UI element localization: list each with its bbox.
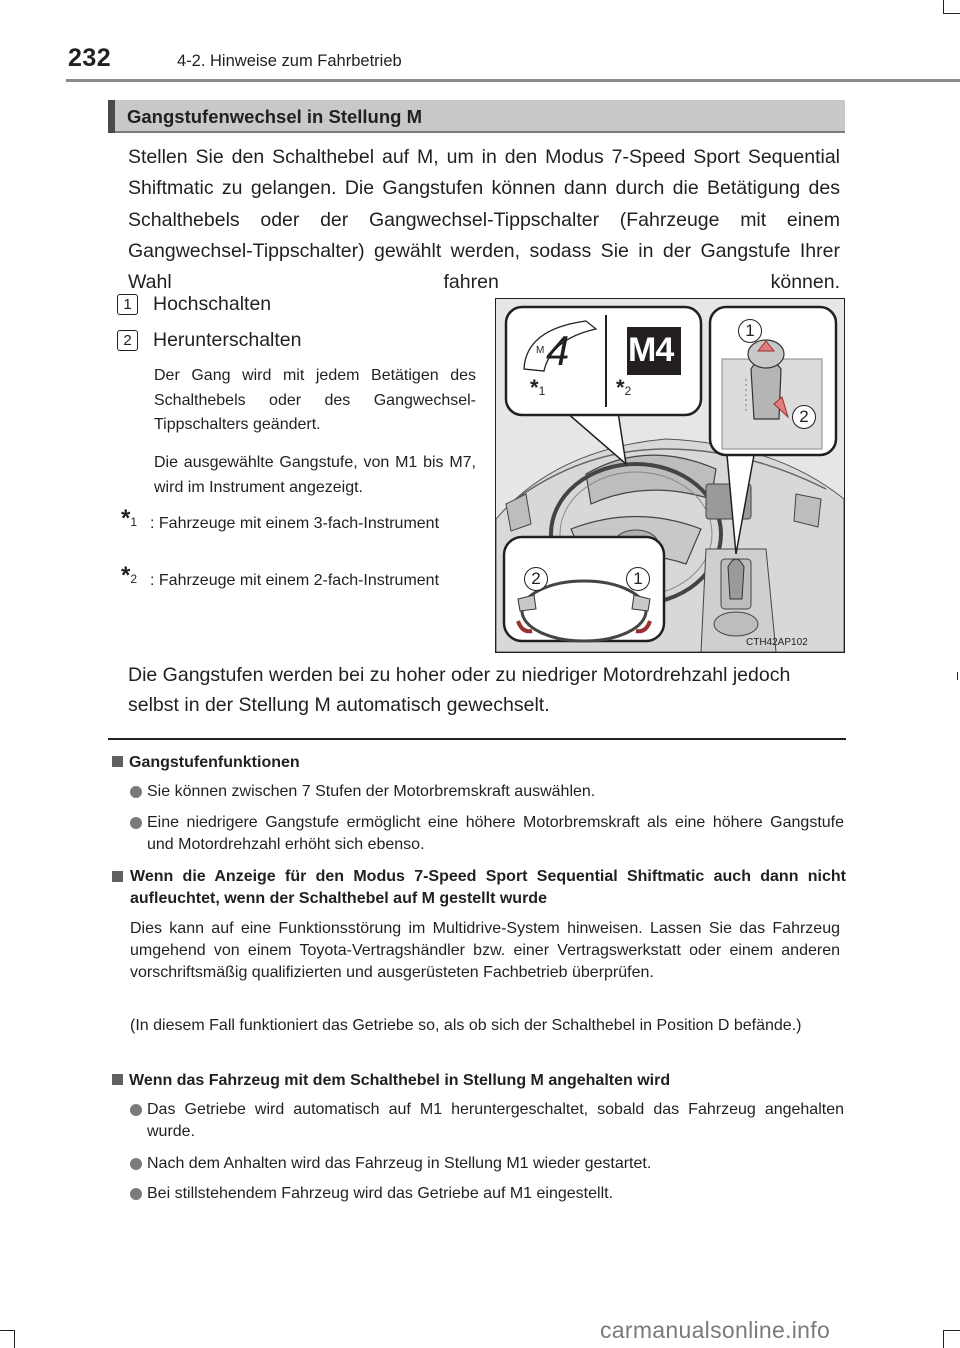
section-heading-text: Wenn das Fahrzeug mit dem Schalthebel in Stellung M angehalten wird bbox=[129, 1072, 671, 1089]
list-item bbox=[130, 1153, 844, 1175]
callout-upshift: 1 bbox=[738, 319, 762, 343]
section-divider bbox=[108, 738, 846, 740]
square-bullet-icon bbox=[112, 1074, 123, 1085]
square-bullet-icon bbox=[112, 871, 123, 882]
crop-mark bbox=[944, 13, 960, 14]
step-number-2: 2 bbox=[117, 330, 138, 351]
heading-title: Gangstufenwechsel in Stellung M bbox=[127, 106, 423, 127]
step-number-1: 1 bbox=[117, 294, 138, 315]
step-note: Die ausgewählte Gangstufe, von M1 bis M7, wird im Instrument angezeigt. bbox=[154, 454, 476, 496]
callout-paddle-left: 2 bbox=[524, 567, 548, 591]
list-item bbox=[130, 1183, 844, 1205]
round-bullet-icon bbox=[130, 1188, 142, 1200]
footnote-text: : Fahrzeuge mit einem 3-fach-Instrument bbox=[150, 515, 440, 532]
display-small-digit: 4 bbox=[546, 327, 570, 374]
list-item bbox=[130, 781, 844, 803]
display-big: M4 bbox=[628, 331, 674, 369]
list-item-text: Bei stillstehendem Fahrzeug wird das Getriebe auf M1 eingestellt. bbox=[147, 1185, 614, 1202]
footnote-text: : Fahrzeuge mit einem 2-fach-Instrument bbox=[150, 572, 440, 589]
round-bullet-icon bbox=[130, 786, 142, 798]
list-item bbox=[130, 812, 844, 856]
star-sup: 1 bbox=[538, 384, 546, 398]
intro-paragraph: Stellen Sie den Schalthebel auf M, um in den Modus 7-Speed Sport Sequential Shiftmatic zu gelangen. Die Gangstufen können dann durch die Betätigung des Schalthebels oder der Gangwechsel-Tippschalter (Fahrzeuge mit einem Gangwechsel-Tippschalter) gewählt werden, sodass Sie in der Gangstufe Ihrer Wahl fahren können. bbox=[128, 146, 840, 294]
section-heading-text: Wenn die Anzeige für den Modus 7-Speed Sport Sequential Shiftmatic auch dann nicht aufleuchtet, wenn der Schalthebel auf M gestellt wurde bbox=[130, 868, 846, 907]
after-paragraph: Die Gangstufen werden bei zu hoher oder zu niedriger Motordrehzahl jedoch selbst in der Stellung M automatisch gewechselt. bbox=[128, 664, 791, 716]
round-bullet-icon bbox=[130, 1158, 142, 1170]
section-heading bbox=[112, 866, 846, 910]
section-paragraph: (In diesem Fall funktioniert das Getriebe so, als ob sich der Schalthebel in Position D befände.) bbox=[130, 1017, 802, 1034]
section-heading bbox=[112, 752, 846, 774]
shift-illustration bbox=[495, 298, 845, 653]
figure-code: CTH42AP102 bbox=[746, 637, 808, 648]
round-bullet-icon bbox=[130, 817, 142, 829]
section-paragraph: Dies kann auf eine Funktionsstörung im Multidrive-System hinweisen. Lassen Sie das Fahrzeug umgehend von einem Toyota-Vertragshändler bzw. einer Vertragswerkstatt oder einem anderen vorschriftsmäßig qualifizierten und ausgerüsteten Fachbetrieb überprüfen. bbox=[130, 920, 840, 981]
round-bullet-icon bbox=[130, 1104, 142, 1116]
watermark: carmanualsonline.info bbox=[600, 1317, 831, 1343]
display-small-letter: M bbox=[536, 345, 545, 356]
step-note: Der Gang wird mit jedem Betätigen des Schalthebels oder des Gangwechsel-Tippschalters geändert. bbox=[154, 367, 476, 433]
footnote-star: * bbox=[121, 505, 131, 532]
step-label-upshift: Hochschalten bbox=[153, 293, 272, 315]
list-item-text: Das Getriebe wird automatisch auf M1 heruntergeschaltet, sobald das Fahrzeug angehalten wurde. bbox=[147, 1101, 844, 1140]
list-item bbox=[130, 1099, 844, 1143]
square-bullet-icon bbox=[112, 756, 123, 767]
footnote-star: * bbox=[121, 562, 131, 589]
list-item-text: Nach dem Anhalten wird das Fahrzeug in Stellung M1 wieder gestartet. bbox=[147, 1155, 652, 1172]
crop-mark bbox=[14, 1330, 15, 1348]
crop-mark bbox=[0, 1330, 14, 1331]
crop-mark bbox=[943, 1330, 944, 1348]
footnote-sup: 1 bbox=[130, 515, 138, 529]
list-item-text: Eine niedrigere Gangstufe ermöglicht eine höhere Motorbremskraft als eine höhere Gangstufe und Motordrehzahl erhöht sich ebenso. bbox=[147, 814, 844, 853]
page-number: 232 bbox=[68, 44, 112, 72]
footnote-sup: 2 bbox=[130, 572, 138, 586]
section-heading-text: Gangstufenfunktionen bbox=[129, 754, 300, 771]
star-sup: 2 bbox=[624, 384, 632, 398]
crop-mark bbox=[957, 672, 958, 680]
figure-star-2 bbox=[616, 375, 631, 401]
header-rule bbox=[66, 79, 960, 82]
star: * bbox=[530, 375, 539, 400]
star: * bbox=[616, 375, 625, 400]
figure-star-1 bbox=[530, 375, 545, 401]
step-label-downshift: Herunterschalten bbox=[153, 329, 302, 351]
callout-downshift: 2 bbox=[792, 405, 816, 429]
list-item-text: Sie können zwischen 7 Stufen der Motorbremskraft auswählen. bbox=[147, 783, 596, 800]
crop-mark bbox=[944, 1330, 960, 1331]
section-heading bbox=[112, 1070, 846, 1092]
crop-mark bbox=[943, 0, 944, 14]
heading-accent bbox=[108, 100, 115, 133]
callout-paddle-right: 1 bbox=[626, 567, 650, 591]
section-title: 4-2. Hinweise zum Fahrbetrieb bbox=[177, 52, 402, 70]
